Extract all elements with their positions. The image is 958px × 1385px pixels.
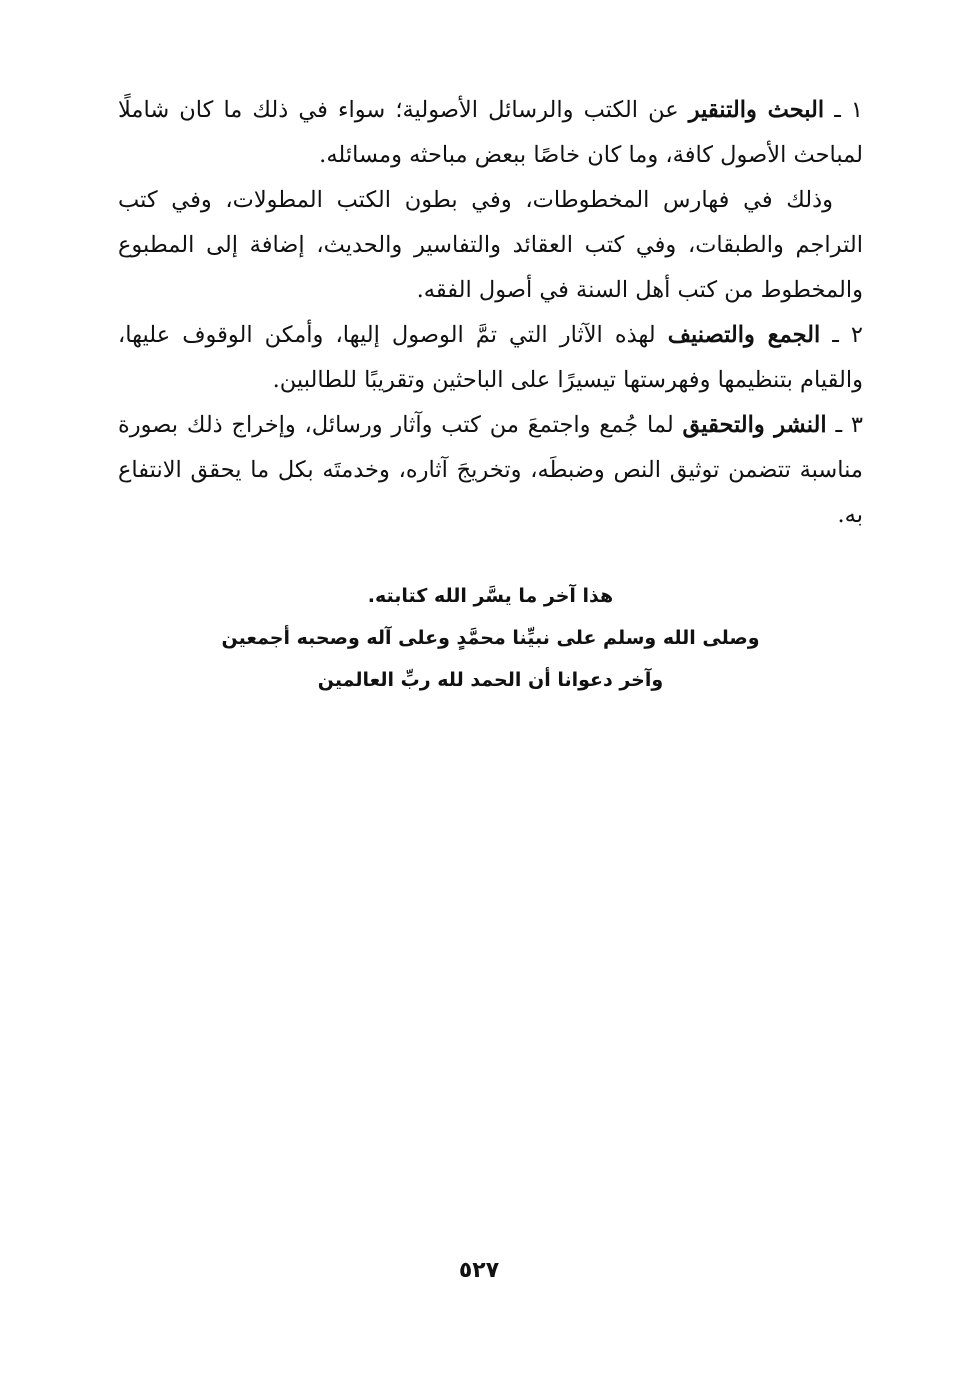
- item-heading: النشر والتحقيق: [682, 412, 827, 438]
- paragraph-sources: [118, 178, 863, 313]
- list-item-search: [118, 88, 863, 178]
- closing-line: هذا آخر ما يسَّر الله كتابته.: [367, 585, 614, 607]
- item-heading: البحث والتنقير: [688, 97, 825, 123]
- page-number: ٥٢٧: [458, 1258, 500, 1283]
- item-number: ٣ ـ: [835, 412, 863, 438]
- item-text: لهذه الآثار التي تمَّ الوصول إليها، وأمكن الوقوف عليها، والقيام بتنظيمها وفهرستها تيسيرًا على الباحثين وتقريبًا للطالبين.: [118, 322, 863, 393]
- closing-statement: [118, 575, 863, 701]
- list-item-collect: [118, 313, 863, 403]
- closing-line: وصلى الله وسلم على نبيِّنا محمَّدٍ وعلى آله وصحبه أجمعين: [221, 627, 760, 649]
- item-text: عن الكتب والرسائل الأصولية؛ سواء في ذلك ما كان شاملًا لمباحث الأصول كافة، وما كان خاصًا ببعض مباحثه ومسائله.: [118, 97, 863, 168]
- body-text: [118, 88, 863, 538]
- item-number: ٢ ـ: [832, 322, 864, 348]
- closing-line: وآخر دعوانا أن الحمد لله ربِّ العالمين: [317, 669, 664, 691]
- item-heading: الجمع والتصنيف: [667, 322, 821, 348]
- item-text: لما جُمع واجتمعَ من كتب وآثار ورسائل، وإخراج ذلك بصورة مناسبة تتضمن توثيق النص وضبطَه، وتخريجَ آثاره، وخدمتَه بكل ما يحقق الانتفاع به.: [118, 412, 863, 528]
- list-item-publish: [118, 403, 863, 538]
- item-number: ١ ـ: [834, 97, 864, 123]
- paragraph-text: وذلك في فهارس المخطوطات، وفي بطون الكتب المطولات، وفي كتب التراجم والطبقات، وفي كتب العقائد والتفاسير والحديث، إضافة إلى المطبوع والمخطوط من كتب أهل السنة في أصول الفقه.: [118, 187, 863, 303]
